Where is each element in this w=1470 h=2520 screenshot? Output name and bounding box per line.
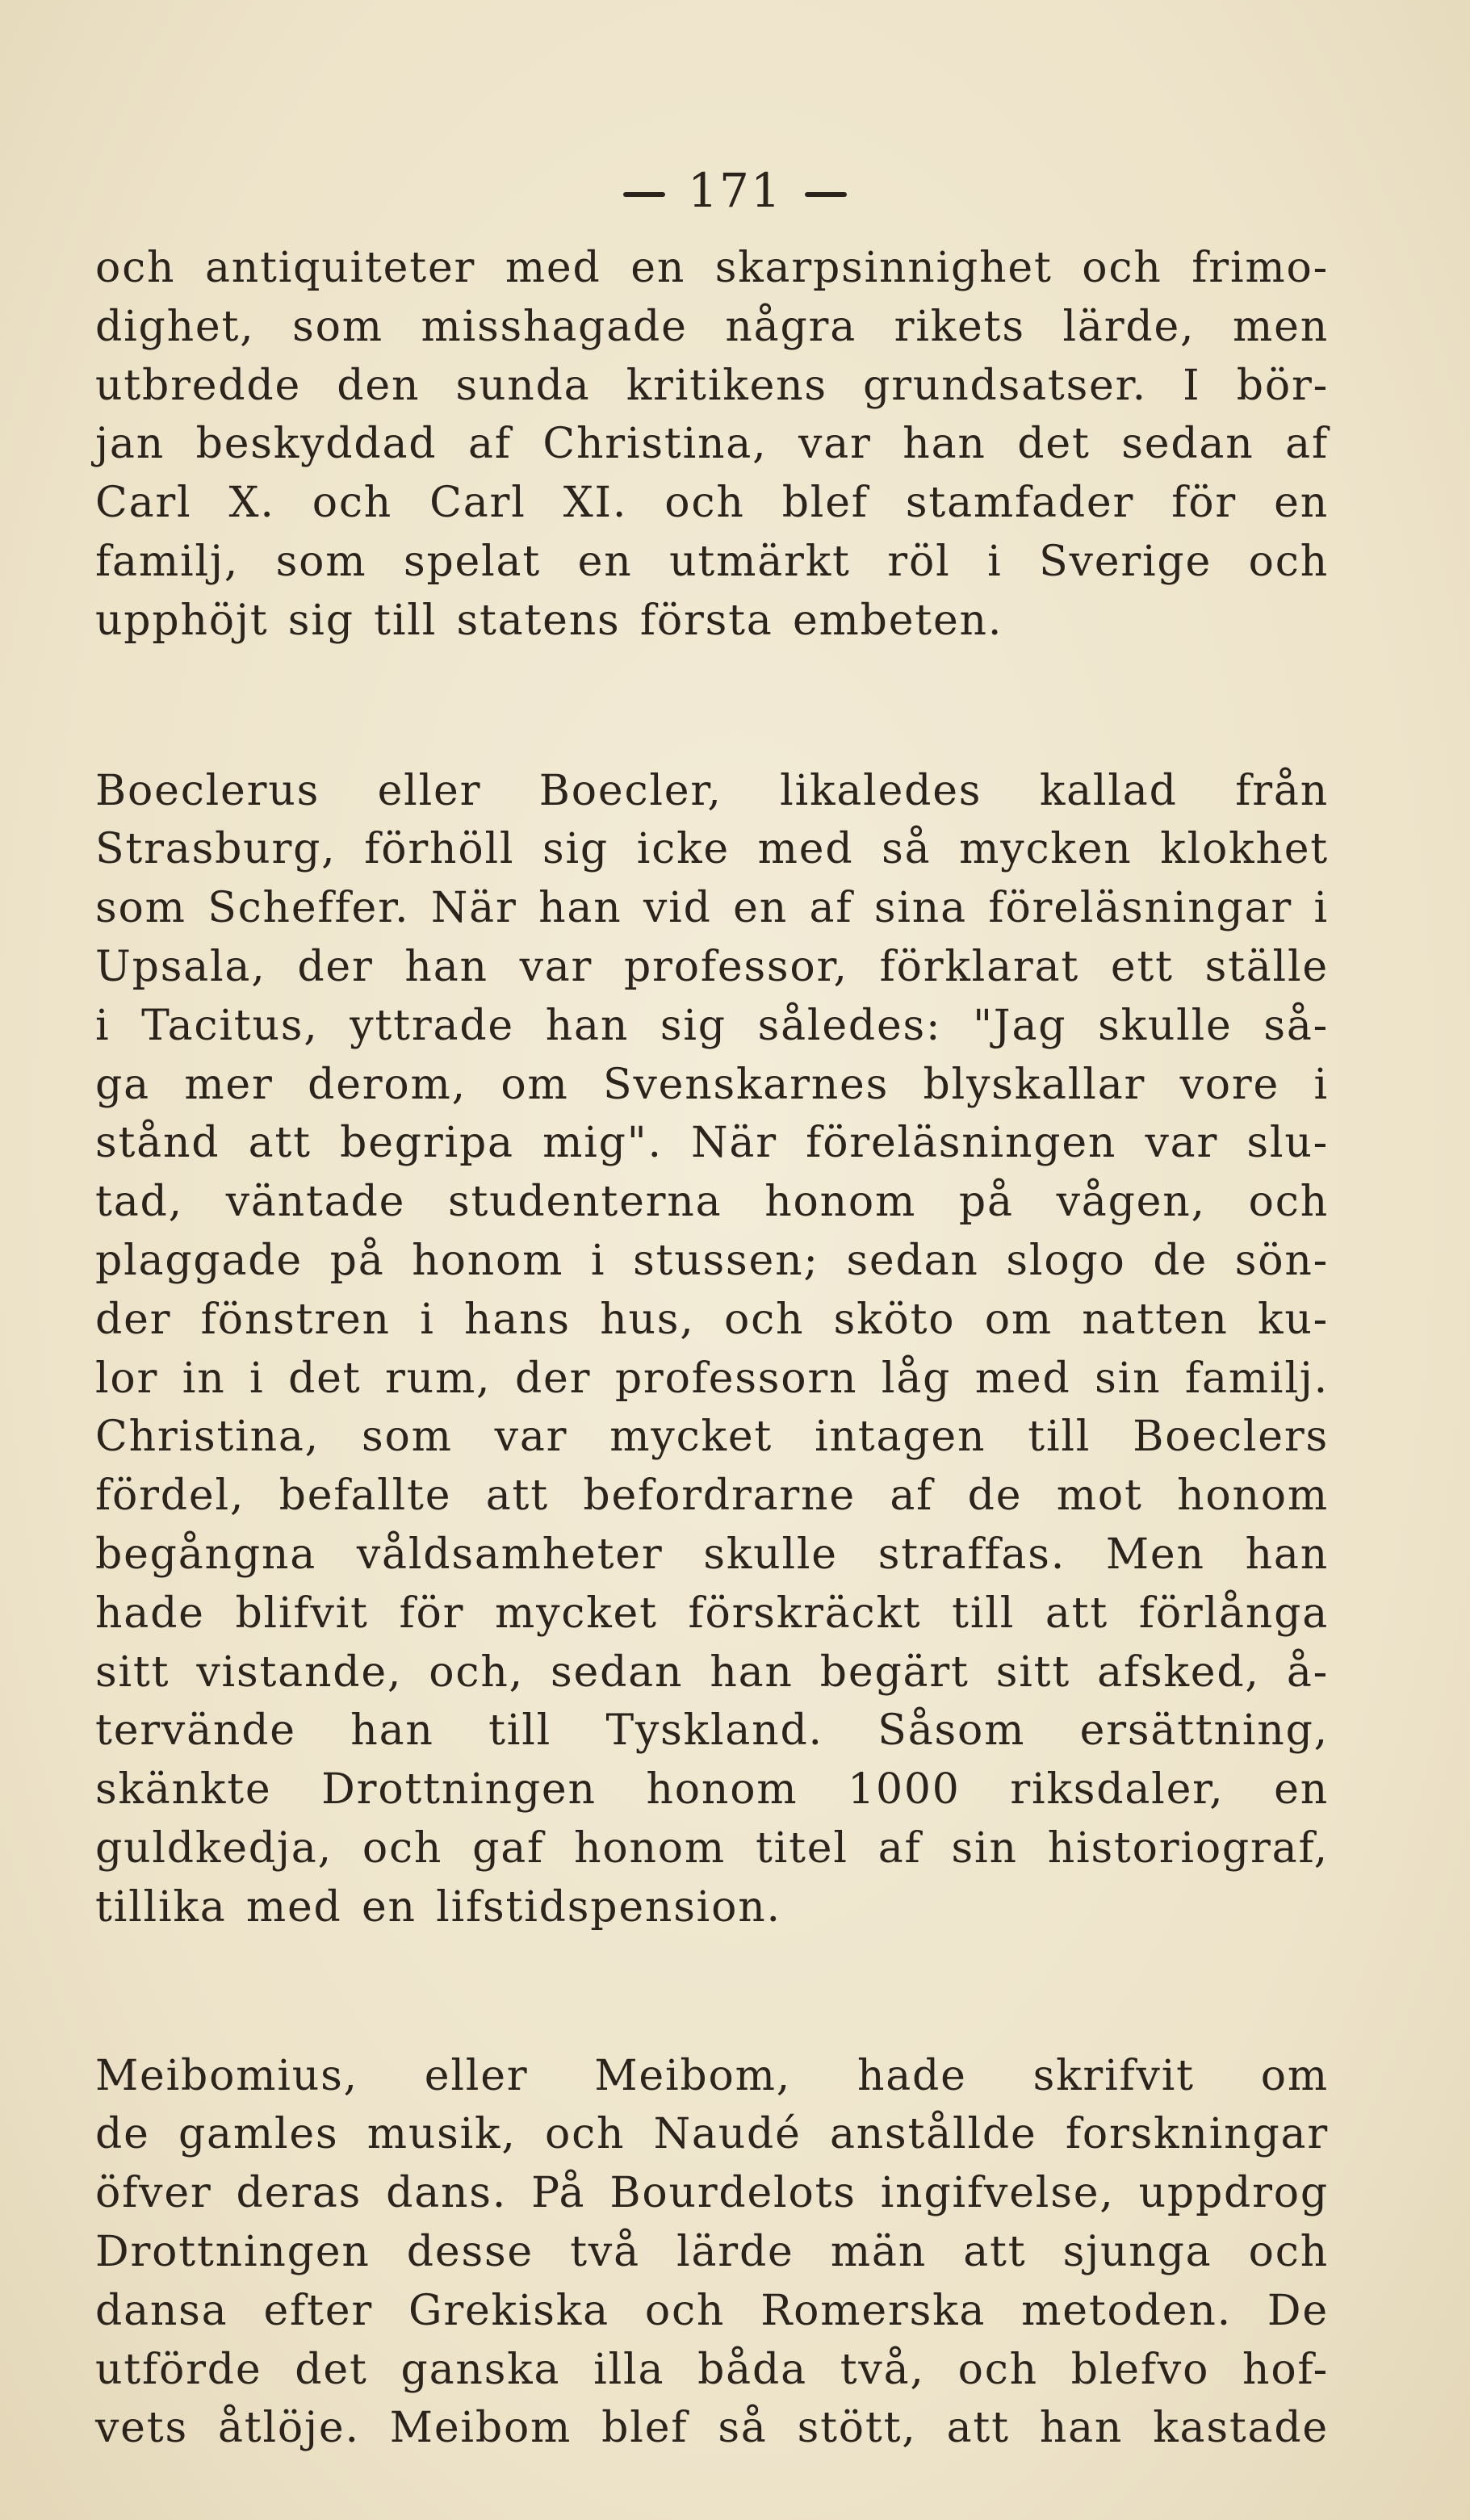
text-line: dansa efter Grekiska och Romerska metoden. De — [95, 2286, 1329, 2335]
text-line: Strasburg, förhöll sig icke med så mycken klokhet — [95, 825, 1329, 874]
text-line: Upsala, der han var professor, förklarat ett ställe — [95, 942, 1329, 991]
paragraph-gap — [95, 1937, 1329, 2047]
text-line: Boeclerus eller Boecler, likaledes kallad från — [95, 766, 1329, 815]
text-line: tillika med en lifstidspension. — [95, 1882, 781, 1932]
text-line: utbredde den sunda kritikens grundsatser. I bör- — [95, 361, 1329, 410]
text-line: i Tacitus, yttrade han sig således: "Jag skulle så- — [95, 1001, 1329, 1050]
text-line: lor in i det rum, der professorn låg med sin familj. — [95, 1354, 1329, 1403]
header-dash-left — [623, 192, 665, 197]
text-line: fördel, befallte att befordrarne af de mot honom — [95, 1471, 1329, 1521]
text-line: Drottningen desse två lärde män att sjunga och — [95, 2227, 1329, 2276]
text-line: der fönstren i hans hus, och sköto om natten ku- — [95, 1295, 1329, 1344]
text-line: sitt vistande, och, sedan han begärt sitt afsked, å- — [95, 1647, 1329, 1697]
header-dash-right — [805, 192, 847, 197]
text-line: plaggade på honom i stussen; sedan slogo de sön- — [95, 1236, 1329, 1285]
text-line: hade blifvit för mycket förskräckt till att förlånga — [95, 1589, 1329, 1638]
text-line: tervände han till Tyskland. Såsom ersättning, — [95, 1706, 1329, 1756]
text-line: ga mer derom, om Svenskarnes blyskallar vore i — [95, 1060, 1329, 1109]
text-line: upphöjt sig till statens första embeten. — [95, 596, 1003, 645]
text-line: tad, väntade studenterna honom på vågen, och — [95, 1178, 1329, 1227]
text-line: öfver deras dans. På Bourdelots ingifvelse, uppdrog — [95, 2169, 1329, 2218]
page-header — [0, 158, 1470, 223]
text-line: och antiquiteter med en skarpsinnighet och frimo- — [95, 244, 1329, 292]
text-line: Meibomius, eller Meibom, hade skrifvit om — [95, 2051, 1329, 2100]
text-line: Carl X. och Carl XI. och blef stamfader för en — [95, 479, 1329, 528]
text-line: familj, som spelat en utmärkt röl i Sverige och — [95, 537, 1329, 586]
text-line: som Scheffer. När han vid en af sina föreläsningar i — [95, 884, 1329, 933]
text-line: stånd att begripa mig". När föreläsningen var slu- — [95, 1119, 1329, 1168]
text-line: dighet, som misshagade några rikets lärde, men — [95, 302, 1329, 351]
paragraph-gap — [95, 651, 1329, 762]
text-line: de gamles musik, och Naudé anstållde forskningar — [95, 2110, 1329, 2159]
text-line: begångna våldsamheter skulle straffas. Men han — [95, 1530, 1329, 1579]
text-line: guldkedja, och gaf honom titel af sin historiograf, — [95, 1823, 1329, 1873]
text-line: vets åtlöje. Meibom blef så stött, att han kastade — [95, 2404, 1329, 2453]
page-number: 171 — [688, 163, 782, 218]
text-line: jan beskyddad af Christina, var han det sedan af — [95, 420, 1329, 469]
text-line: skänkte Drottningen honom 1000 riksdaler, en — [95, 1765, 1329, 1815]
text-line: Christina, som var mycket intagen till Boeclers — [95, 1413, 1329, 1462]
body-text — [95, 239, 1329, 2458]
text-line: utförde det ganska illa båda två, och blefvo hof- — [95, 2345, 1329, 2394]
